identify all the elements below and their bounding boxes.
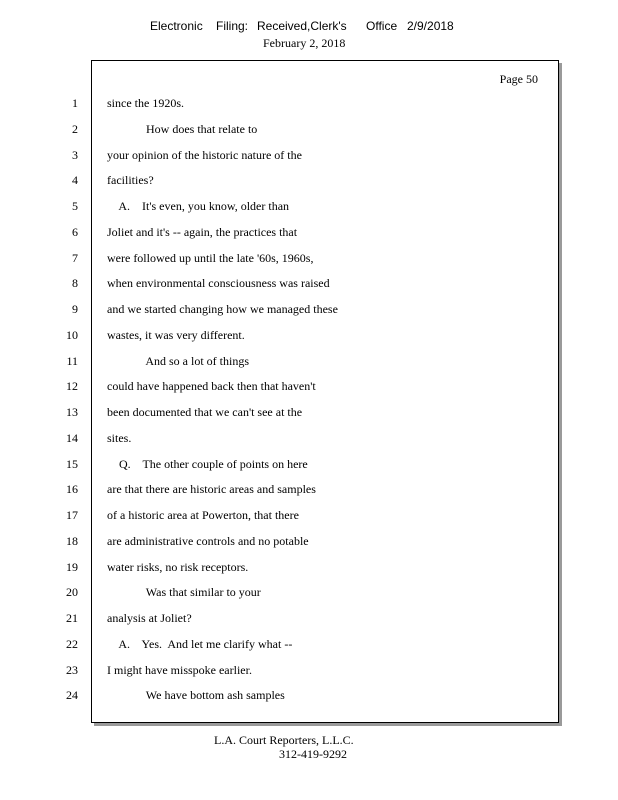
line-number: 7	[72, 251, 78, 265]
line-text: were followed up until the late '60s, 1960s,	[107, 251, 314, 265]
line-text: A. Yes. And let me clarify what --	[107, 637, 293, 651]
line-text: your opinion of the historic nature of the	[107, 148, 302, 162]
line-number: 3	[72, 148, 78, 162]
stamp-office: Office	[366, 19, 398, 33]
line-text: could have happened back then that haven't	[107, 379, 316, 393]
line-number: 14	[66, 431, 78, 445]
line-text: Joliet and it's -- again, the practices that	[107, 225, 298, 239]
line-text: I might have misspoke earlier.	[107, 663, 252, 677]
line-text: are administrative controls and no potable	[107, 534, 309, 548]
line-number: 15	[66, 457, 78, 471]
line-number: 12	[66, 379, 78, 393]
line-text: of a historic area at Powerton, that there	[107, 508, 299, 522]
line-text: since the 1920s.	[107, 96, 184, 110]
line-text: Was that similar to your	[107, 585, 261, 599]
stamp-electronic: Electronic	[150, 19, 203, 33]
line-number: 2	[72, 122, 78, 136]
line-text: facilities?	[107, 173, 154, 187]
line-text: water risks, no risk receptors.	[107, 560, 249, 574]
stamp-date: 2/9/2018	[407, 19, 454, 33]
line-number: 23	[66, 663, 78, 677]
line-number: 19	[66, 560, 78, 574]
document-date: February 2, 2018	[263, 36, 346, 50]
line-text: How does that relate to	[107, 122, 258, 136]
line-text: when environmental consciousness was raised	[107, 276, 330, 290]
line-number: 17	[66, 508, 78, 522]
line-number: 16	[66, 482, 78, 496]
line-number: 4	[72, 173, 78, 187]
line-text: are that there are historic areas and samples	[107, 482, 316, 496]
line-number: 24	[66, 688, 78, 702]
line-number: 11	[66, 354, 78, 368]
line-text: and we started changing how we managed these	[107, 302, 338, 316]
line-text: A. It's even, you know, older than	[107, 199, 290, 213]
line-number: 5	[72, 199, 78, 213]
line-number: 21	[66, 611, 78, 625]
line-number: 10	[66, 328, 78, 342]
footer-phone: 312-419-9292	[279, 747, 347, 761]
line-number: 9	[72, 302, 78, 316]
line-number: 13	[66, 405, 78, 419]
line-number: 6	[72, 225, 78, 239]
line-text: And so a lot of things	[107, 354, 250, 368]
line-text: analysis at Joliet?	[107, 611, 192, 625]
line-number: 18	[66, 534, 78, 548]
line-text: wastes, it was very different.	[107, 328, 245, 342]
page-number: Page 50	[499, 72, 538, 86]
line-number: 20	[66, 585, 78, 599]
line-text: been documented that we can't see at the	[107, 405, 303, 419]
line-number: 8	[72, 276, 78, 290]
stamp-filing: Filing:	[216, 19, 249, 33]
stamp-received: Received,Clerk's	[257, 19, 347, 33]
line-number: 22	[66, 637, 78, 651]
footer-company: L.A. Court Reporters, L.L.C.	[214, 733, 354, 747]
line-text: Q. The other couple of points on here	[107, 457, 308, 471]
line-text: sites.	[107, 431, 132, 445]
line-number: 1	[72, 96, 78, 110]
line-text: We have bottom ash samples	[107, 688, 285, 702]
